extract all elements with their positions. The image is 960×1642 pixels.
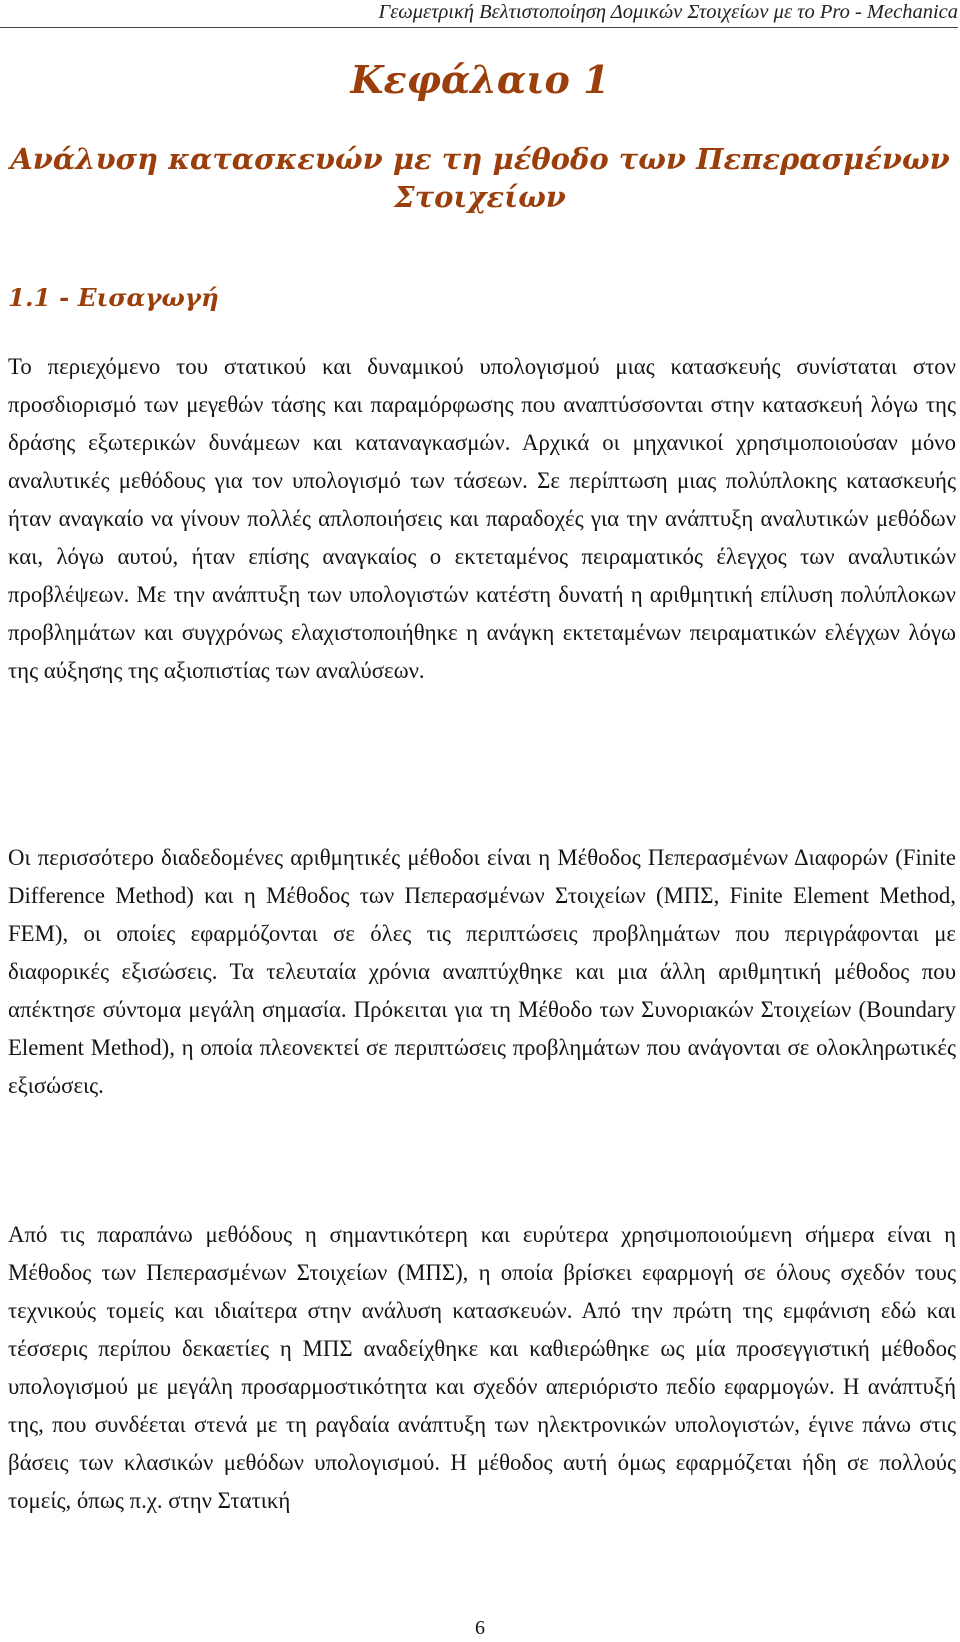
section-heading: 1.1 - Εισαγωγή: [8, 283, 219, 312]
body-paragraph-3: Από τις παραπάνω μεθόδους η σημαντικότερη και ευρύτερα χρησιμοποιούμενη σήμερα είναι η Μέθοδος των Πεπερασμένων Στοιχείων (ΜΠΣ), η οποία βρίσκει εφαρμογή σε όλους σχεδόν τους τεχνικούς τομείς και ιδιαίτερα στην ανάλυση κατασκευών. Από την πρώτη της εμφάνιση εδώ και τέσσερις περίπου δεκαετίες η ΜΠΣ αναδείχθηκε και καθιερώθηκε ως μία προσεγγιστική μέθοδος υπολογισμού με μεγάλη προσαρμοστικότητα και σχεδόν απεριόριστο πεδίο εφαρμογών. Η ανάπτυξή της, που συνδέεται στενά με τη ραγδαία ανάπτυξη των ηλεκτρονικών υπολογιστών, έγινε πάνω στις βάσεις των κλασικών μεθόδων υπολογισμού. Η μέθοδος αυτή όμως εφαρμόζεται ήδη σε πολλούς τομείς, όπως π.χ. στην Στατική: [8, 1222, 956, 1513]
page-number: 6: [475, 1617, 485, 1639]
body-paragraph-2: Οι περισσότερο διαδεδομένες αριθμητικές μέθοδοι είναι η Μέθοδος Πεπερασμένων Διαφορών (Finite Difference Method) και η Μέθοδος των Πεπερασμένων Στοιχείων (ΜΠΣ, Finite Element Method, FEM), οι οποίες εφαρμόζονται σε όλες τις περιπτώσεις προβλημάτων που περιγράφονται με διαφορικές εξισώσεις. Τα τελευταία χρόνια αναπτύχθηκε και μια άλλη αριθμητική μέθοδος που απέκτησε σύντομα μεγάλη σημασία. Πρόκειται για τη Μέθοδο των Συνοριακών Στοιχείων (Boundary Element Method), η οποία πλεονεκτεί σε περιπτώσεις προβλημάτων που ανάγονται σε ολοκληρωτικές εξισώσεις.: [8, 845, 956, 1098]
body-paragraph-1: Το περιεχόμενο του στατικού και δυναμικού υπολογισμού μιας κατασκευής συνίσταται στον προσδιορισμό των μεγεθών τάσης και παραμόρφωσης που αναπτύσσονται στην κατασκευή λόγω της δράσης εξωτερικών δυνάμεων και καταναγκασμών. Αρχικά οι μηχανικοί χρησιμοποιούσαν μόνο αναλυτικές μεθόδους για τον υπολογισμό των τάσεων. Σε περίπτωση μιας πολύπλοκης κατασκευής ήταν αναγκαίο να γίνουν πολλές απλοποιήσεις και παραδοχές για την ανάπτυξη αναλυτικών μεθόδων και, λόγω αυτού, ήταν επίσης αναγκαίος ο εκτεταμένος πειραματικός έλεγχος των αναλυτικών προβλέψεων. Με την ανάπτυξη των υπολογιστών κατέστη δυνατή η αριθμητική επίλυση πολύπλοκων προβλημάτων και συγχρόνως ελαχιστοποιήθηκε η ανάγκη εκτεταμένων πειραματικών ελέγχων λόγω της αύξησης της αξιοπιστίας των αναλύσεων.: [8, 354, 956, 683]
running-header: Γεωμετρική Βελτιστοποίηση Δομικών Στοιχείων με το Pro - Mechanica: [0, 0, 958, 28]
chapter-title: Ανάλυση κατασκευών με τη μέθοδο των Πεπερασμένων Στοιχείων: [10, 142, 950, 214]
chapter-number: Κεφάλαιο 1: [350, 57, 610, 102]
